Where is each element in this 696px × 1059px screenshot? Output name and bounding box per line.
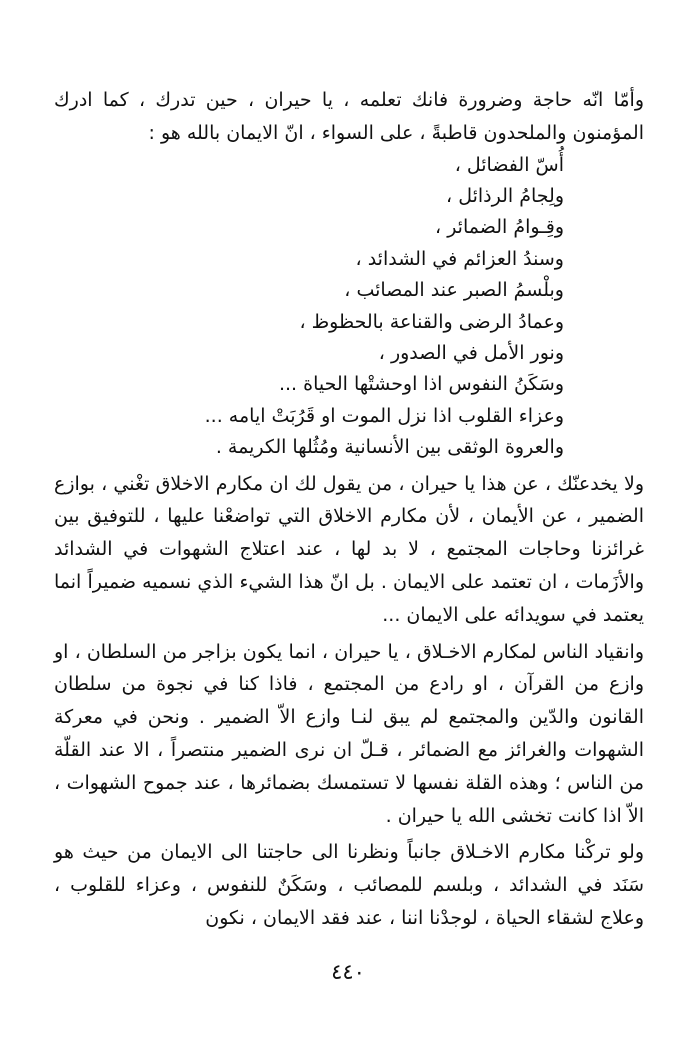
quality-item: ونور الأمل في الصدور ، bbox=[378, 342, 564, 365]
paragraph-need-for-faith: ولو تركْنا مكارم الاخـلاق جانباً ونظرنا الى حاجتنا الى الايمان من حيث هو سَنَد في الشدائد ، وبلسم للمصائب ، وسَكَنٌ للنفوس ، وعزاء للقلوب ، وعلاج لشقاء الحياة ، لوجدْنا اننا ، عند فقد الايمان ، نكون bbox=[54, 841, 644, 930]
quality-item: وعزاء القلوب اذا نزل الموت او قَرُبَتْ ايامه ... bbox=[204, 404, 564, 427]
quality-item: والعروة الوثقى بين الأنسانية ومُثُلها الكريمة . bbox=[215, 436, 564, 459]
intro-line-1: وأمّا انّه حاجة وضرورة فانك تعلمه ، يا حيران ، حين تدرك ، كما ادرك bbox=[54, 89, 644, 111]
page-text bbox=[54, 84, 644, 935]
paragraph-conscience: ولا يخدعنّك ، عن هذا يا حيران ، من يقول لك ان مكارم الاخلاق تغْني ، بوازع الضمير ، عن الأيمان ، لأن مكارم الاخلاق التي تواضعْنا عليها ، للتوفيق بين غرائزنا وحاجات المجتمع ، لا بد لها ، عند اعتلاج الشهوات في الشدائد والأزَمات ، ان تعتمد على الايمان . بل انّ هذا الشيء الذي نسميه ضميراً انما يعتمد في سويدائه على الايمان ... bbox=[54, 472, 644, 626]
intro-line-2: المؤمنون والملحدون قاطبةً ، على السواء ، انّ الايمان بالله هو : bbox=[148, 121, 644, 144]
paragraph-obedience: وانقياد الناس لمكارم الاخـلاق ، يا حيران ، انما يكون بزاجر من السلطان ، او وازع من القرآن ، او رادع من المجتمع ، فاذا كنا في نجوة من سلطان القانون والدّين والمجتمع لم يبق لنـا وازع الاّ الضمير . ونحن في معركة الشهوات والغرائز مع الضمائر ، قـلّ ان نرى الضمير منتصراً ، الا عند القلّة من الناس ؛ وهذه القلة نفسها لا تستمسك بضمائرها ، عند جموح الشهوات ، الاّ اذا كانت تخشى الله يا حيران . bbox=[54, 640, 644, 827]
quality-item: وقِـوامُ الضمائر ، bbox=[435, 216, 564, 239]
quality-item: ولِجامُ الرذائل ، bbox=[446, 185, 564, 207]
quality-item: وسندُ العزائم في الشدائد ، bbox=[355, 247, 564, 270]
quality-item: وسَكَنُ النفوس اذا اوحشتْها الحياة ... bbox=[278, 373, 564, 396]
faith-qualities-list bbox=[54, 150, 644, 464]
quality-item: أُسّ الفضائل ، bbox=[454, 153, 564, 176]
page-number: ٤٤٠ bbox=[331, 960, 365, 984]
intro-paragraph bbox=[54, 84, 644, 150]
quality-item: وعمادُ الرضى والقناعة بالحظوظ ، bbox=[299, 310, 564, 333]
quality-item: وبلْسمُ الصبر عند المصائب ، bbox=[344, 279, 564, 302]
